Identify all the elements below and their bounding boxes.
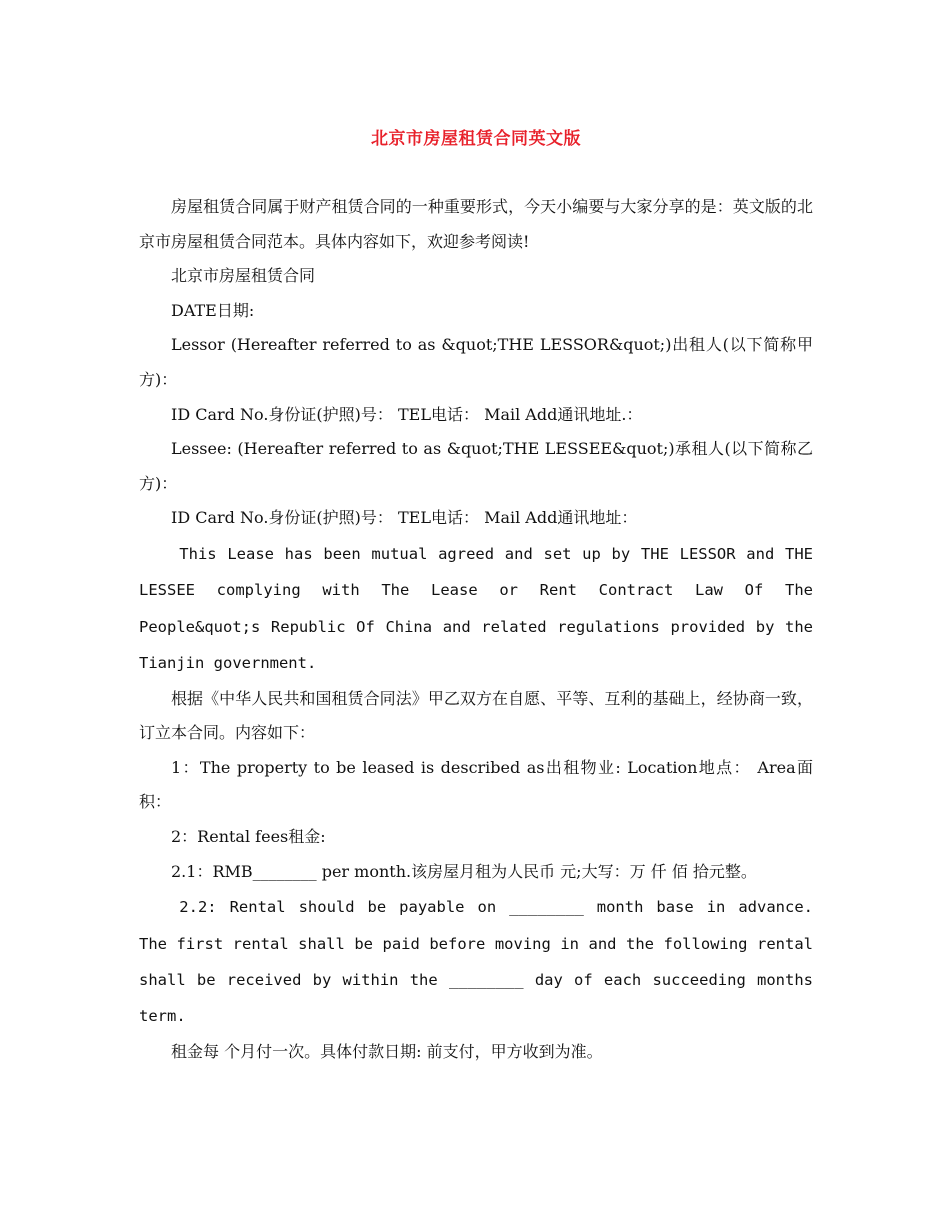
item-2-2-chinese: 租金每 个月付一次。具体付款日期: 前支付，甲方收到为准。 [171,1041,603,1061]
document-title: 北京市房屋租赁合同英文版 [371,129,581,149]
lessor-line: Lessor (Hereafter referred to as &quot;THE LESSOR&quot;)出租人(以下简称甲方)： [139,335,813,389]
contract-heading: 北京市房屋租赁合同 [171,266,316,286]
document-body [139,190,813,1069]
agreement-english: This Lease has been mutual agreed and set up by THE LESSOR and THE LESSEE complying with The Lease or Rent Contract Law Of The People&quot;s Republic Of China and related regulations provided by the Tianjin government. [139,544,813,673]
lessee-id-line: ID Card No.身份证(护照)号： TEL电话： Mail Add通讯地址： [171,508,638,528]
item-1-property: 1：The property to be leased is described as出租物业: Location地点： Area面积： [139,757,813,812]
agreement-chinese: 根据《中华人民共和国租赁合同法》甲乙双方在自愿、平等、互利的基础上，经协商一致，订立本合同。内容如下： [139,688,813,743]
lessee-line: Lessee: (Hereafter referred to as &quot;THE LESSEE&quot;)承租人(以下简称乙方)： [139,439,813,493]
item-2-2-payment-terms: 2.2: Rental should be payable on ________ month base in advance. The first rental shall be paid before moving in and the following rental shall be received by within the ________ day of each succeeding months term. [139,898,813,1026]
lessor-id-line: ID Card No.身份证(护照)号： TEL电话： Mail Add通讯地址.： [171,404,643,424]
item-2-1-monthly-rent: 2.1：RMB________ per month.该房屋月租为人民币 元;大写：万 仟 佰 拾元整。 [171,861,757,881]
date-line: DATE日期: [171,300,255,320]
item-2-rental-fees: 2：Rental fees租金: [171,826,326,846]
intro-paragraph: 房屋租赁合同属于财产租赁合同的一种重要形式，今天小编要与大家分享的是：英文版的北京市房屋租赁合同范本。具体内容如下，欢迎参考阅读! [139,197,813,251]
